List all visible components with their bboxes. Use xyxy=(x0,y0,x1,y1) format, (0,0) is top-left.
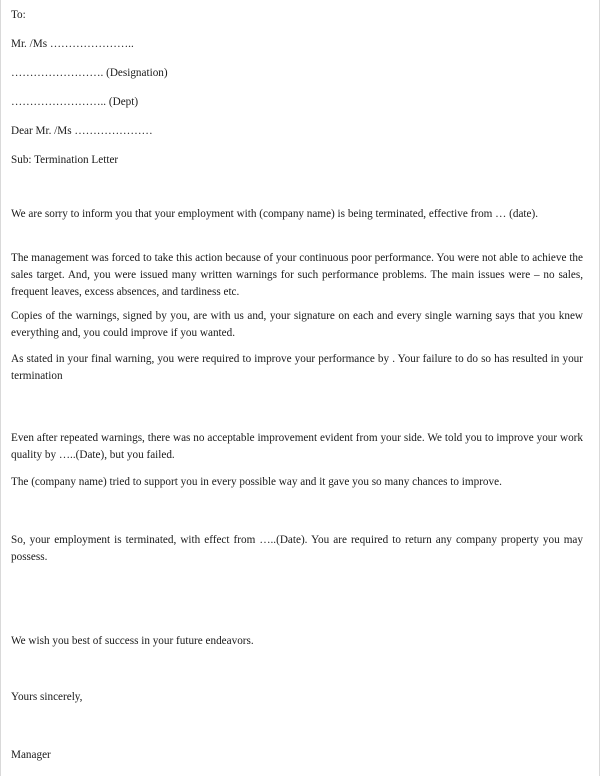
paragraph-warnings: Copies of the warnings, signed by you, are with us and, your signature on each and every single warning says that you knew everything and, you could improve if you wanted. xyxy=(11,310,583,339)
subject-line: Sub: Termination Letter xyxy=(11,154,119,166)
paragraph-support: The (company name) tried to support you in every possible way and it gave you so many chances to improve. xyxy=(11,476,502,488)
to-label: To: xyxy=(11,9,26,21)
paragraph-best-wishes: We wish you best of success in your future endeavors. xyxy=(11,635,254,647)
paragraph-effective-date: So, your employment is terminated, with effect from …..(Date). You are required to return any company property you may possess. xyxy=(11,534,583,563)
paragraph-final-warning: As stated in your final warning, you were required to improve your performance by . Your failure to do so has resulted in your termination xyxy=(11,353,583,382)
recipient-name-line: Mr. /Ms ………………….. xyxy=(11,38,134,50)
designation-line: ……………………. (Designation) xyxy=(11,67,168,79)
paragraph-no-improvement: Even after repeated warnings, there was no acceptable improvement evident from your side. We told you to improve your work quality by …..(Date), but you failed. xyxy=(11,432,583,461)
sign-off: Yours sincerely, xyxy=(11,691,83,703)
dept-line: …………………….. (Dept) xyxy=(11,96,139,108)
paragraph-notice: We are sorry to inform you that your employment with (company name) is being terminated, effective from … (date). xyxy=(11,208,539,220)
signatory-title: Manager xyxy=(11,749,51,761)
salutation: Dear Mr. /Ms ………………… xyxy=(11,125,153,137)
paragraph-reasons: The management was forced to take this action because of your continuous poor performance. You were not able to achieve the sales target. And, you were issued many written warnings for such performance problems. The main issues were – no sales, frequent leaves, excess absences, and tardiness etc. xyxy=(11,252,583,298)
